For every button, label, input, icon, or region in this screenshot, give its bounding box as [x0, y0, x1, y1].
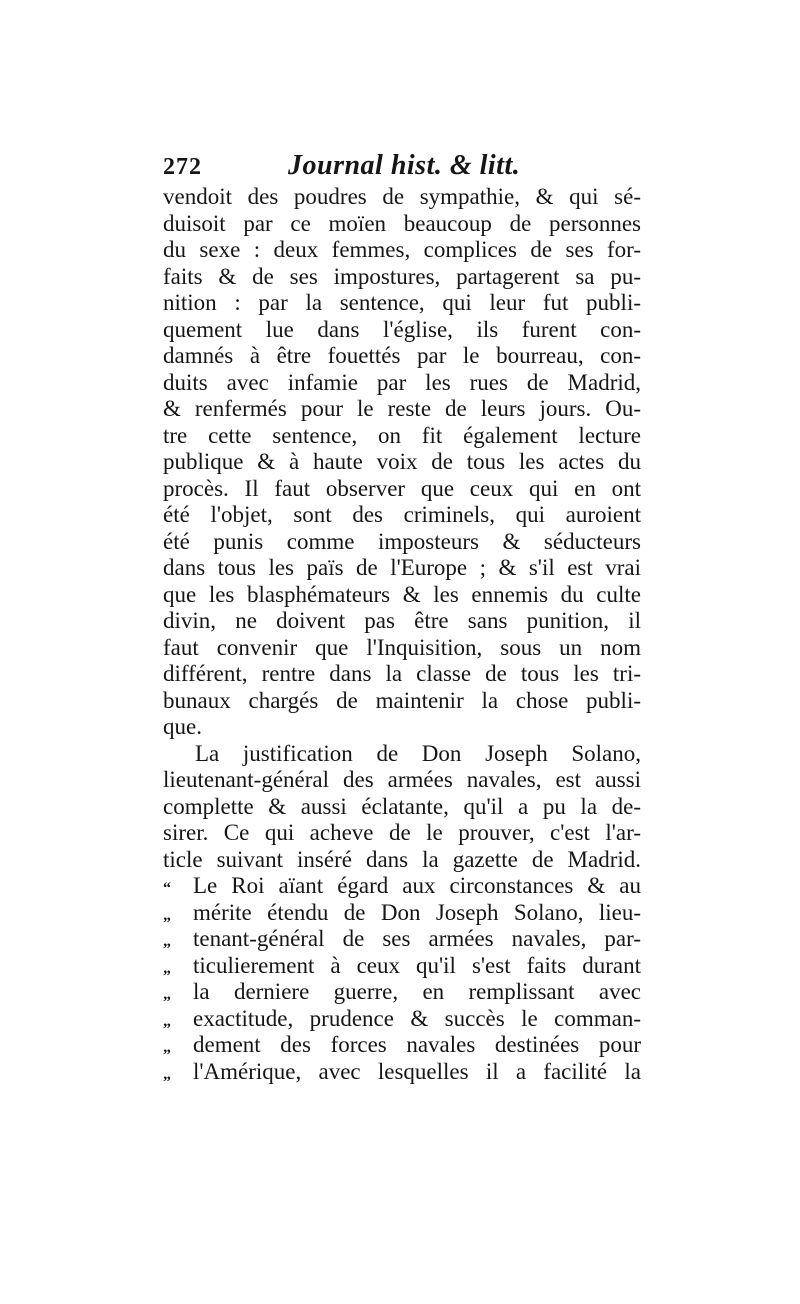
- text-line: divin, ne doivent pas être sans punition, il: [163, 608, 641, 633]
- text-line: été punis comme imposteurs & séducteurs: [163, 528, 641, 554]
- continuation-quote-mark: „: [163, 1012, 171, 1030]
- quote-text: Le Roi aïant égard aux circonstances & au: [193, 873, 641, 898]
- text-line: procès. Il faut observer que ceux qui en ont: [163, 475, 641, 501]
- text-line: complette & aussi éclatante, qu'il a pu la de-: [163, 793, 641, 819]
- quote-text: ticulierement à ceux qu'il s'est faits durant: [193, 952, 641, 978]
- paragraph-continuation: [163, 184, 641, 741]
- continuation-quote-mark: „: [163, 959, 171, 977]
- text-body: [163, 184, 641, 1085]
- continuation-quote-mark: „: [163, 933, 171, 950]
- quote-line: [163, 1059, 641, 1086]
- page-header: [163, 150, 643, 186]
- continuation-quote-mark: „: [163, 1039, 171, 1056]
- quote-line: [163, 1032, 641, 1059]
- text-line: quement lue dans l'église, ils furent con-: [163, 316, 641, 342]
- text-line: nition : par la sentence, qui leur fut publi-: [163, 290, 641, 315]
- quote-text: la derniere guerre, en remplissant avec: [193, 979, 641, 1004]
- quote-line: [163, 873, 641, 900]
- text-line: faits & de ses impostures, partagerent sa pu-: [163, 263, 641, 289]
- text-line: vendoit des poudres de sympathie, & qui sé-: [163, 184, 641, 209]
- text-line: lieutenant-général des armées navales, est aussi: [163, 767, 641, 792]
- text-line: duisoit par ce moïen beaucoup de personnes: [163, 210, 641, 236]
- quote-line: [163, 1006, 641, 1033]
- quote-line: [163, 979, 641, 1006]
- continuation-quote-mark: „: [163, 906, 171, 924]
- text-line: tre cette sentence, on fit également lecture: [163, 422, 641, 448]
- text-line: différent, rentre dans la classe de tous les tri-: [163, 661, 641, 686]
- text-line: La justification de Don Joseph Solano,: [195, 740, 641, 766]
- quote-line: [163, 953, 641, 980]
- continuation-quote-mark: „: [163, 986, 171, 1003]
- quote-text: exactitude, prudence & succès le comman-: [193, 1005, 641, 1031]
- text-line: publique & à haute voix de tous les actes du: [163, 449, 641, 474]
- text-line: été l'objet, sont des criminels, qui auroient: [163, 502, 641, 527]
- text-line: duits avec infamie par les rues de Madrid,: [163, 369, 641, 395]
- running-title: Journal hist. & litt.: [288, 150, 521, 181]
- quote-text: mérite étendu de Don Joseph Solano, lieu-: [193, 899, 641, 925]
- quote-text: l'Amérique, avec lesquelles il a facilité la: [193, 1058, 641, 1084]
- text-line: ticle suivant inséré dans la gazette de Madrid.: [163, 846, 641, 872]
- quote-line: [163, 926, 641, 953]
- text-line: que les blasphémateurs & les ennemis du culte: [163, 581, 641, 607]
- paragraph-justification: [163, 741, 641, 874]
- text-line: damnés à être fouettés par le bourreau, con-: [163, 343, 641, 368]
- text-line: dans tous les païs de l'Europe ; & s'il est vrai: [163, 555, 641, 580]
- text-line: bunaux chargés de maintenir la chose publi-: [163, 687, 641, 713]
- text-line: que.: [163, 714, 202, 739]
- opening-quote-mark: “: [163, 880, 171, 897]
- text-line: du sexe : deux femmes, complices de ses for-: [163, 237, 641, 262]
- page-number: 272: [163, 154, 202, 180]
- text-line: & renfermés pour le reste de leurs jours. Ou-: [163, 396, 641, 421]
- quote-text: tenant-général de ses armées navales, par-: [193, 926, 641, 951]
- quote-line: [163, 900, 641, 927]
- text-line: faut convenir que l'Inquisition, sous un nom: [163, 634, 641, 660]
- text-line: sirer. Ce qui acheve de le prouver, c'est l'ar-: [163, 820, 641, 845]
- gazette-quote: [163, 873, 641, 1085]
- quote-text: dement des forces navales destinées pour: [193, 1032, 641, 1057]
- continuation-quote-mark: „: [163, 1065, 171, 1083]
